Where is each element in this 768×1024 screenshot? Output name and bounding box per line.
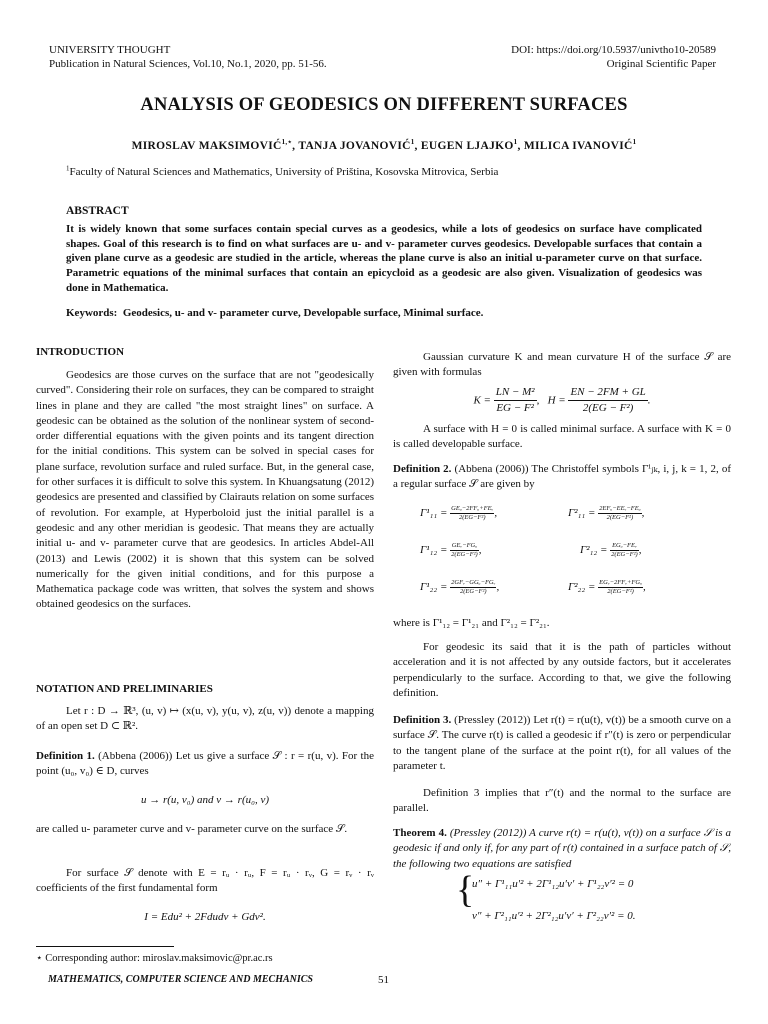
implies-text: Definition 3 implies that r″(t) and the normal to the surface are parallel.: [393, 787, 731, 815]
abstract-heading: ABSTRACT: [66, 205, 129, 217]
minimal-text: A surface with H = 0 is called minimal surface. A surface with K = 0 is called developable surface.: [393, 423, 731, 451]
author-name: TANJA JOVANOVIĆ: [298, 140, 411, 152]
keywords: [66, 307, 483, 319]
christoffel-numerator: GEᵥ−FGᵤ: [451, 542, 478, 549]
christoffel-fraction: [450, 542, 479, 559]
keywords-text: Geodesics, u- and v- parameter curve, Developable surface, Minimal surface.: [122, 307, 484, 319]
affiliation: [66, 166, 498, 178]
christoffel-fraction: [450, 579, 496, 596]
notation-text: Let r : D → ℝ³, (u, v) ↦ (x(u, v), y(u, v), z(u, v)) denote a mapping of an open set D ⊂ ℝ².: [36, 705, 374, 733]
christoffel-numerator: 2EFᵤ−EEᵥ−FEᵤ: [599, 505, 641, 512]
christoffel-numerator: EGᵤ−FEᵥ: [612, 542, 637, 549]
keywords-label: Keywords:: [66, 307, 118, 319]
definition-1-text: (Abbena (2006)) Let us give a surface 𝒮 : r = r(u, v). For the point (u₀, v₀) ∈ D, curves: [36, 750, 374, 778]
christoffel-fraction: [598, 505, 641, 522]
definition-2-text: (Abbena (2006)) The Christoffel symbols Γⁱⱼₖ, i, j, k = 1, 2, of a regular surface 𝒮 are given by: [393, 463, 732, 491]
author-list: MIROSLAV $MAKSIMOVIĆ^{1,⋆}$, TANJA JOVANOVIĆ$^1$, EUGEN LJAJKO$^1$, MILICA IVANOVIĆ$^1$: [131, 138, 637, 152]
christoffel-symbol: Γ¹₁₂: [420, 544, 438, 557]
author-name: MIROSLAV MAKSIMOVIĆ: [131, 140, 282, 152]
definition-2: [393, 462, 731, 493]
definition-1-label: Definition 1.: [36, 750, 95, 762]
gauss-text: Gaussian curvature K and mean curvature H of the surface 𝒮 are given with formulas: [393, 351, 731, 379]
doi-link[interactable]: DOI: https://doi.org/10.5937/univtho10-20589: [511, 44, 716, 56]
author-name: EUGEN LJAJKO: [420, 140, 514, 152]
H-denominator: 2(EG − F²): [582, 402, 634, 415]
christoffel-numerator: GEᵤ−2FFᵤ+FEᵥ: [451, 505, 494, 512]
definition-1-equation: u → r(u, v₀) and v → r(u₀, v): [140, 794, 269, 806]
author-mark: 1,⋆: [281, 138, 293, 147]
H-numerator: EN − 2FM + GL: [568, 385, 647, 401]
christoffel-numerator: 2GFᵥ−GGᵤ−FGᵥ: [451, 579, 496, 586]
abstract-text: It is widely known that some surfaces contain special curves as a geodesics, while a lots of geodesics on surface have complicated shapes. Goal of this research is to find on what surfaces are u- and v- parameter curves geodesics. Developable surfaces that contain a given plane curve as a geodesic are studied in the article, whereas the plane curve is also an initial u-parameter curve on that surface. Parametric equations of the minimal surfaces that contain an epicycloid as a geodesic are also given. Visualization of geodesics was done in Mathematica.: [66, 223, 702, 294]
footnote: ⋆ Corresponding author: miroslav.maksimovic@pr.ac.rs: [36, 953, 273, 964]
footnote-rule: [36, 946, 174, 947]
author-mark: 1: [410, 138, 415, 147]
H-symbol: H =: [547, 394, 566, 407]
K-symbol: K =: [473, 394, 491, 407]
christoffel-denominator: 2(EG−F²): [451, 551, 478, 558]
christoffel-symbol: Γ²₁₂: [580, 544, 598, 557]
definition-2-label: Definition 2.: [393, 463, 452, 475]
christoffel-row: Γ¹₁₂ = $\frac{\text{GEᵥ−FGᵤ}}{\text{2(EG−F²)}}$ ,: [420, 542, 482, 558]
christoffel-denominator: 2(EG−F²): [606, 514, 634, 521]
christoffel-symbol: Γ²₁₁: [568, 507, 586, 520]
notation-heading: NOTATION AND PRELIMINARIES: [36, 683, 213, 695]
christoffel-symbol: Γ²₂₂: [568, 581, 586, 594]
christoffel-row: Γ¹₁₁ = $\frac{\text{GEᵤ−2FFᵤ+FEᵥ}}{\text{2(EG−F²)}}$ ,: [420, 505, 498, 521]
paper-type: Original Scientific Paper: [606, 58, 716, 70]
christoffel-row: Γ¹₂₂ = $\frac{\text{2GFᵥ−GGᵤ−FGᵥ}}{\text{2(EG−F²)}}$ ,: [420, 579, 500, 595]
K-fraction: [494, 385, 537, 417]
footer-journal: MATHEMATICS, COMPUTER SCIENCE AND MECHANICS: [48, 974, 313, 985]
theorem-4-label: Theorem 4.: [393, 827, 447, 839]
definition-3-label: Definition 3.: [393, 714, 452, 726]
first-fundamental-text: For surface 𝒮 denote with E = rᵤ · rᵤ, F = rᵤ · rᵥ, G = rᵥ · rᵥ coefficients of the first fundamental form: [36, 867, 374, 895]
affiliation-text: Faculty of Natural Sciences and Mathematics, University of Priština, Kosovska Mitrovica, Serbia: [69, 166, 499, 178]
christoffel-denominator: 2(EG−F²): [458, 514, 486, 521]
page-number: 51: [378, 974, 389, 986]
christoffel-row: Γ²₁₂ = $\frac{\text{EGᵤ−FEᵥ}}{\text{2(EG−F²)}}$ ,: [580, 542, 642, 558]
christoffel-row: Γ²₁₁ = $\frac{\text{2EFᵤ−EEᵥ−FEᵤ}}{\text{2(EG−F²)}}$ ,: [568, 505, 645, 521]
theorem-4: [393, 826, 731, 872]
author-mark: 1: [632, 138, 637, 147]
geodesic-text: For geodesic its said that it is the path of particles without acceleration and it is not affected by any outside factors, but it accelerates perpendicularly to the surface. According to that, we give the following definition.: [393, 641, 731, 699]
definition-1: [36, 749, 374, 780]
introduction-heading: INTRODUCTION: [36, 346, 125, 358]
where-text: where is Γ¹₁₂ = Γ¹₂₁ and Γ²₁₂ = Γ²₂₁.: [393, 617, 550, 629]
curvature-formulas: K = $\frac{\text{LN − M²}}{\text{EG − F²}}$ , H = $\frac{EN - 2FM + GL}{\text{2(EG − F²)}}$ .: [393, 385, 731, 417]
definition-3-text: (Pressley (2012)) Let r(t) = r(u(t), v(t)) be a smooth curve on a surface 𝒮. The curve r(t) is called a geodesic if r″(t) is zero or perpendicular to the tangent plane of the surface at the point r(t), for all values of the parameter t.: [393, 714, 731, 772]
christoffel-fraction: [610, 542, 639, 559]
journal-header: [49, 43, 327, 71]
christoffel-fraction: [450, 505, 494, 522]
christoffel-symbol: Γ¹₂₂: [420, 581, 438, 594]
K-numerator: LN − M²: [494, 385, 537, 401]
paper-title: ANALYSIS OF GEODESICS ON DIFFERENT SURFACES: [140, 95, 628, 115]
introduction-text: Geodesics are those curves on the surface that are not "geodesically curved". Considering their role on surfaces, they can be compared to straight lines in plane and they are called "the most straight lines" on surface. A geodesic can be obtained as the solution of the nonlinear system of second-order differential equations with the given points and its tangent direction for the initial conditions. This system can be solved in special cases for plane surface, revolution surface and ruled surface. But, in the general case, for other surfaces it is difficult to solve this system. In Khuangsatung (2012) geodesics are presented and classified by Clairauts relation on some surfaces of revolution. For example, at Hyperboloid just the initial parallel is a geodesic and any other meridian is geodesic. That means they are actually initial u- and v- parameter curve that are geodesics. In articles Abdel-All (2013) and Lewis (2002) it is shown that this system can be solved numerically for the given initial conditions, and for this purpose a Mathematica package code was written, that solves the system and shows obtained geodesics on the surfaces.: [36, 369, 374, 611]
author-mark: 1: [513, 138, 518, 147]
geodesic-equation-1: u″ + Γ¹₁₁u′² + 2Γ¹₁₂u′v′ + Γ¹₂₂v′² = 0: [472, 878, 634, 890]
christoffel-numerator: EGᵥ−2FFᵥ+FGᵤ: [599, 579, 642, 586]
christoffel-row: Γ²₂₂ = $\frac{\text{EGᵥ−2FFᵥ+FGᵤ}}{\text{2(EG−F²)}}$ ,: [568, 579, 646, 595]
geodesic-equation-2: v″ + Γ²₁₁u′² + 2Γ²₁₂u′v′ + Γ²₂₂v′² = 0.: [472, 910, 636, 922]
affiliation-mark: 1: [66, 164, 70, 173]
doi-header: [511, 43, 716, 71]
K-denominator: EG − F²: [496, 402, 534, 415]
publication-info: Publication in Natural Sciences, Vol.10, No.1, 2020, pp. 51-56.: [49, 58, 327, 70]
christoffel-denominator: 2(EG−F²): [460, 588, 487, 595]
theorem-4-text: (Pressley (2012)) A curve r(t) = r(u(t), v(t)) on a surface 𝒮 is a geodesic if and only if, for any part of r(t) contained in a surface patch of 𝒮, the following two equations are satisfied: [393, 827, 731, 870]
definition-1-after: are called u- parameter curve and v- parameter curve on the surface 𝒮.: [36, 823, 348, 835]
definition-3: [393, 713, 731, 774]
journal-name: UNIVERSITY THOUGHT: [49, 44, 171, 56]
christoffel-denominator: 2(EG−F²): [611, 551, 638, 558]
christoffel-fraction: [598, 579, 643, 596]
author-name: MILICA IVANOVIĆ: [523, 140, 633, 152]
left-brace: {: [456, 869, 475, 911]
first-fundamental-equation: I = Edu² + 2Fdudv + Gdv².: [144, 911, 266, 923]
christoffel-denominator: 2(EG−F²): [607, 588, 634, 595]
H-fraction: [568, 385, 647, 417]
christoffel-symbol: Γ¹₁₁: [420, 507, 438, 520]
